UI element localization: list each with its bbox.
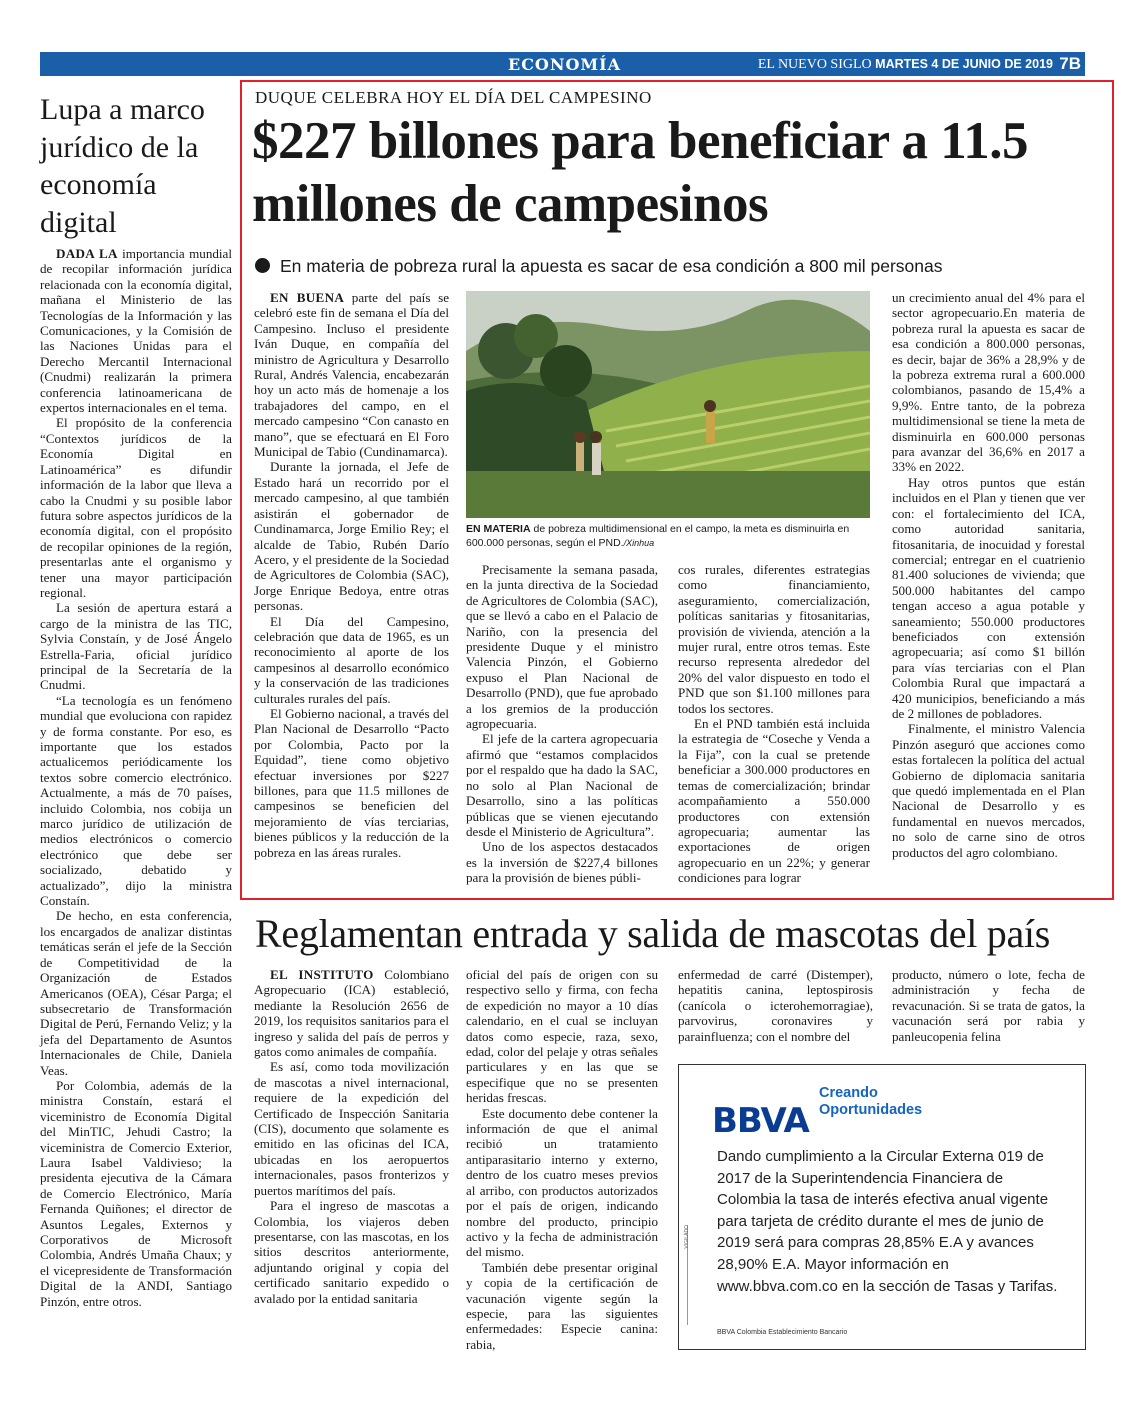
- bbva-advertisement: [678, 1064, 1086, 1350]
- vigilado-mark: [684, 1225, 697, 1325]
- caption-text: de pobreza multidimensional en el campo, la meta es disminuirla en 600.000 personas, según el PND.: [466, 523, 850, 549]
- pets-article-column-1: [254, 967, 449, 1306]
- photo-caption: [466, 522, 870, 550]
- paragraph: Es así, como toda movilización de mascotas a nivel internacional, requiere de la expedición del Certificado de Inspección Sanitaria (CIS), documento que solamente es emitido en las oficinas del ICA, ubicadas en los aeropuertos internacionales, pasos fronterizos y puertos marítimos del país.: [254, 1059, 449, 1198]
- paragraph: enfermedad de carré (Distemper), hepatitis canina, leptospirosis (canícola o icterohemorragiae), parvovirus, coronavires y parainfluenza; con el nombre del: [678, 967, 873, 1044]
- paragraph: Uno de los aspectos destacados es la inversión de $227,4 billones para la provisión de bienes públi-: [466, 839, 658, 886]
- section-name: ECONOMÍA: [508, 55, 622, 74]
- paragraph: El jefe de la cartera agropecuaria afirmó que “estamos complacidos por el respaldo que ha dado la SAC, no solo al Plan Nacional de Desarrollo, sino a las políticas públicas que se vienen ejecutando desde el Ministerio de Agricultura”.: [466, 731, 658, 839]
- newspaper-name: EL NUEVO SIGLO: [757, 57, 872, 72]
- paragraph: El propósito de la conferencia “Contextos jurídicos de la Economía Digital en Latinoamérica” es difundir información de la labor que lleva a cabo la Cnudmi y su posible labor futura sobre aspectos jurídicos de la economía digital, con el propósito de recopilar opiniones de la región, presentarlas ante el organismo y tener una mayor participación regional.: [40, 415, 232, 600]
- paragraph: El Gobierno nacional, a través del Plan Nacional de Desarrollo “Pacto por Colombia, Pacto por la Equidad”, tiene como objetivo efectuar inversiones por $227 billones, para que 11.5 millones de campesinos se beneficien del mejoramiento de vías terciarias, bienes públicos y la reducción de la pobreza en las áreas rurales.: [254, 705, 449, 860]
- tagline-line-1: Creando: [819, 1085, 878, 1101]
- main-article-column-2: [466, 562, 658, 886]
- pets-article-lead: EL INSTITUTO: [270, 967, 374, 982]
- bbva-logo: BBVA: [712, 1101, 809, 1141]
- newspaper-info: [758, 57, 1053, 73]
- paragraph: importancia mundial de recopilar información jurídica relacionada con la economía digital, mañana el Ministerio de las Tecnologías de la Información y las Comunicaciones, y la Comisión de las Naciones Unidas para el Derecho Mercantil Internacional (Cnudmi) realizarán la primera conferencia latinoamericana de expertos internacionales en el tema.: [40, 246, 232, 416]
- pets-article-column-2: [466, 967, 658, 1352]
- pets-article-column-4: [892, 967, 1085, 1044]
- tagline-line-2: Oportunidades: [819, 1102, 923, 1118]
- paragraph: El Día del Campesino, celebración que data de 1965, es un reconocimiento al aporte de los campesinos al desarrollo económico y la conservación de las tradiciones culturales rurales del país.: [254, 613, 449, 706]
- paragraph: Finalmente, el ministro Valencia Pinzón aseguró que acciones como estas fortalecen la política del actual Gobierno de diplomacia sanitaria que quedó implementada en el Plan Nacional de Desarrollo y es fundamental en nuevos mercados, no solo de carne sino de otros productos del agro colombiano.: [892, 721, 1085, 860]
- paragraph: La sesión de apertura estará a cargo de la ministra de las TIC, Sylvia Constaín, y de José Ángelo Estrella-Faria, oficial jurídico principal de la Secretaría de la Cnudmi.: [40, 600, 232, 693]
- paragraph: parte del país se celebró este fin de semana el Día del Campesino. Incluso el presidente Iván Duque, en compañía del ministro de Agricultura y Desarrollo Rural, Andrés Valencia, encabezarán hoy un acto más de homenaje a los trabajadores del campo, en el mercado campesino “Con canasto en mano”, que se efectuará en El Foro Municipal de Tabio (Cundinamarca).: [254, 290, 449, 460]
- main-article-column-3: [678, 562, 870, 886]
- ad-footer: BBVA Colombia Establecimiento Bancario: [717, 1329, 848, 1336]
- main-article-subheadline: [255, 256, 942, 277]
- left-article-headline: Lupa a marco jurídico de la economía digital: [40, 93, 205, 239]
- caption-lead: EN MATERIA: [466, 523, 531, 535]
- paragraph: De hecho, en esta conferencia, los encargados de analizar distintas temáticas serán el jefe de la Sección de Competitividad de la Organización de Estados Americanos (OEA), César Parga; el subsecretario de Transformación Digital de Perú, Fernando Veliz; y la jefa del Departamento de Asuntos Internacionales de Chile, Daniela Veas.: [40, 908, 232, 1078]
- main-article-kicker: DUQUE CELEBRA HOY EL DÍA DEL CAMPESINO: [255, 88, 652, 107]
- paragraph: cos rurales, diferentes estrategias como financiamiento, aseguramiento, comercialización, políticas sanitarias y fitosanitarias, provisión de vivienda, atención a la mujer rural, entre otros temas. Este recurso representa alrededor del 20% del valor dispuesto en todo el PND que son $1.100 millones para todos los sectores.: [678, 562, 870, 716]
- paragraph: Hay otros puntos que están incluidos en el Plan y tienen que ver con: el fortalecimiento del ICA, como autoridad sanitaria, fitosanitaria, de inocuidad y forestal comercial; entregar en el cuatrienio 81.400 soluciones de vivienda; que 500.000 habitantes del campo tengan acceso a agua potable y saneamiento; 550.000 productores beneficiados con extensión agropecuaria; así como $1 billón para vías terciarias con el Plan Colombia Rural que impactará a 420 municipios, beneficiando a más de 2 millones de pobladores.: [892, 474, 1085, 721]
- pets-article-headline: Reglamentan entrada y salida de mascotas del país: [255, 911, 1051, 956]
- paragraph: “La tecnología es un fenómeno mundial que evoluciona con rapidez y de forma constante. Por eso, es importante que los estados actualicemos periódicamente los textos sobre comercio electrónico. Actualmente, a más de 70 países, incluido Colombia, nos cobija un marco jurídico de utilización de medios electrónicos o comercio electrónico que debe ser socializado, debatido y actualizado”, dijo la ministra Constaín.: [40, 692, 232, 909]
- photo-credit: /Xinhua: [623, 538, 655, 548]
- paragraph: oficial del país de origen con su respectivo sello y firma, con fecha de expedición no mayor a 10 días calendario, en el cual se incluyan datos como especie, raza, sexo, edad, color del pelaje y otras señales particulares y en las que se especifique que no se presenten heridas frescas.: [466, 967, 658, 1106]
- main-article-headline: $227 billones para beneficiar a 11.5 millones de campesinos: [252, 112, 1029, 233]
- paragraph: un crecimiento anual del 4% para el sector agropecuario.En materia de pobreza rural la apuesta es sacar de esa condición a 800.000 personas, es decir, bajar de 36% a 28,9% y de la pobreza extrema rural a 600.000 colombianos, pasando de 15,4% a 9,9%. Entre tanto, de la pobreza multidimensional se tiene la meta de disminuirla en 600.000 personas para avanzar del 36,6% en 2017 a 33% en 2022.: [892, 290, 1085, 475]
- paragraph: producto, número o lote, fecha de administración y fecha de revacunación. Si se trata de gatos, la vacunación será por rabia y panleucopenia felina: [892, 967, 1085, 1044]
- issue-date: MARTES 4 DE JUNIO DE 2019: [875, 57, 1053, 71]
- paragraph: También debe presentar original y copia de la certificación de vacunación vigente según la especie, para las siguientes enfermedades: Especie canina: rabia,: [466, 1259, 658, 1352]
- pets-article-column-3: [678, 967, 873, 1044]
- paragraph: En el PND también está incluida la estrategia de “Coseche y Venda a la Fija”, con la cual se pretende beneficiar a 300.000 productores en temas de comercialización; brindar acompañamiento a 550.000 productores con extensión agropecuaria; aumentar las exportaciones de origen agropecuario en un 22%; y generar condiciones para lograr: [678, 716, 870, 886]
- main-article-lead: EN BUENA: [270, 290, 345, 305]
- subheadline-text: En materia de pobreza rural la apuesta es sacar de esa condición a 800 mil personas: [280, 256, 943, 276]
- bbva-tagline: [819, 1085, 979, 1119]
- page-number: 7B: [1059, 54, 1081, 73]
- paragraph: Precisamente la semana pasada, en la junta directiva de la Sociedad de Agricultores de Colombia (SAC), que se llevó a cabo en el Palacio de Nariño, con la presencia del presidente Duque y el ministro Valencia Pinzón, el Gobierno expuso el Plan Nacional de Desarrollo (PND), que fue aprobado a los gremios de la producción agropecuaria.: [466, 562, 658, 732]
- main-article-column-4: [892, 290, 1085, 860]
- main-article-column-1: [254, 290, 449, 860]
- farmers-photo-illustration: [466, 291, 870, 518]
- ad-body-text: Dando cumplimiento a la Circular Externa 019 de 2017 de la Superintendencia Financiera de Colombia la tasa de interés efectiva anual vigente para tarjeta de crédito durante el mes de junio de 2019 será para compras 28,85% E.A y avances 28,90% E.A. Mayor información en www.bbva.com.co en la sección de Tasas y Tarifas.: [717, 1148, 1058, 1295]
- bullet-icon: [255, 258, 270, 273]
- paragraph: Este documento debe contener la información de que el animal recibió un tratamiento antiparasitario interno y externo, dentro de los cuatro meses previos al arribo, con productos autorizados por el país de origen, indicando nombre del producto, principio activo y la fecha de administración del mismo.: [466, 1105, 658, 1260]
- left-article-body: [40, 246, 232, 1309]
- farmers-photo: [466, 291, 870, 518]
- paragraph: Durante la jornada, el Jefe de Estado hará un recorrido por el mercado campesino, al que también asistirán el gobernador de Cundinamarca, Jorge Emilio Rey; el alcalde de Tabio, Rubén Darío Acero, y el presidente de la Sociedad de Agricultores de Colombia (SAC), Jorge Enrique Bedoya, entre otras personas.: [254, 459, 449, 614]
- paragraph: Para el ingreso de mascotas a Colombia, los viajeros deben presentarse, con las mascotas, en los sitios descritos anteriormente, adjuntando original y copia del certificado sanitario expedido o avalado por la entidad sanitaria: [254, 1198, 449, 1306]
- paragraph: Colombiano Agropecuario (ICA) estableció, mediante la Resolución 2656 de 2019, los requisitos sanitarios para el ingreso y salida del país de perros y gatos como animales de compañía.: [254, 967, 449, 1060]
- left-article-lead: DADA LA: [56, 246, 118, 261]
- paragraph: Por Colombia, además de la ministra Constaín, estará el viceministro de Economía Digital del MinTIC, Jehudi Castro; la viceministra de Comercio Exterior, Laura Isabel Valdivieso; la presidenta ejecutiva de la Cámara de Comercio Electrónico, María Fernanda Quiñones; el director de Asuntos Legales, Externos y Corporativos de Microsoft Colombia, Andrés Umaña Chaux; y el vicepresidente de Transformación Digital de la ANDI, Santiago Pinzón, entre otros.: [40, 1077, 232, 1309]
- vigilado-text: VIGILADO: [684, 1225, 690, 1249]
